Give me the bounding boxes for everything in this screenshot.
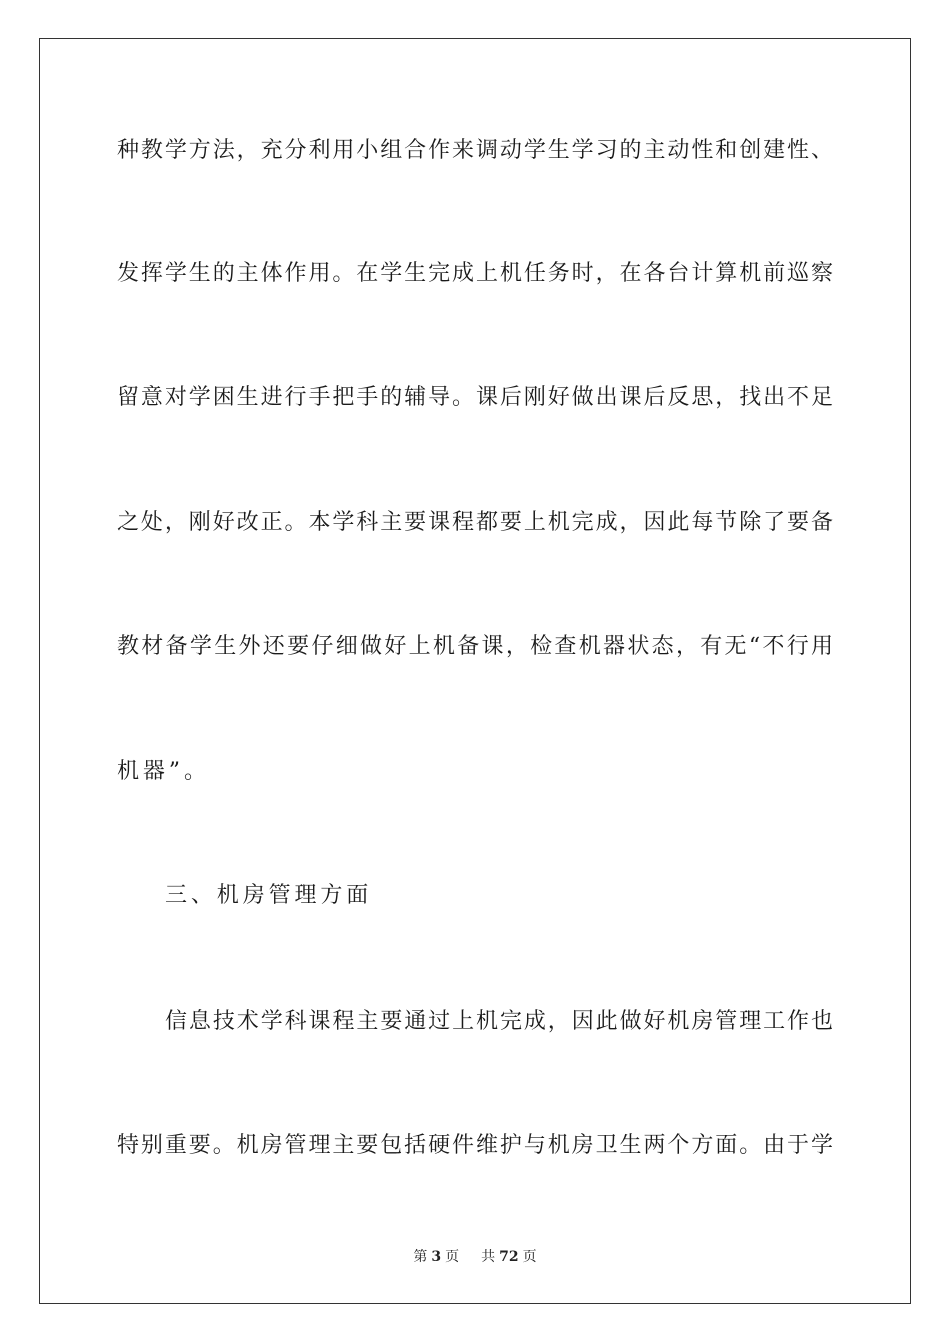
page-prefix: 第 bbox=[413, 1249, 428, 1265]
total-prefix: 共 bbox=[481, 1249, 496, 1265]
page-border bbox=[39, 38, 911, 1304]
section-heading: 三、机房管理方面 bbox=[165, 883, 373, 908]
body-line-5: 教材备学生外还要仔细做好上机备课，检查机器状态，有无“不行用 bbox=[117, 634, 833, 659]
page-number: 3 bbox=[431, 1249, 442, 1265]
page-suffix: 页 bbox=[445, 1249, 460, 1265]
body-line-4: 之处，刚好改正。本学科主要课程都要上机完成，因此每节除了要备 bbox=[117, 510, 833, 535]
body-line-3: 留意对学困生进行手把手的辅导。课后刚好做出课后反思，找出不足 bbox=[117, 385, 833, 410]
body-line-8: 信息技术学科课程主要通过上机完成，因此做好机房管理工作也 bbox=[165, 1009, 833, 1034]
total-suffix: 页 bbox=[522, 1249, 537, 1265]
body-line-9: 特别重要。机房管理主要包括硬件维护与机房卫生两个方面。由于学 bbox=[117, 1133, 833, 1158]
body-line-6: 机器”。 bbox=[117, 759, 210, 784]
page-footer bbox=[0, 1248, 950, 1266]
body-line-2: 发挥学生的主体作用。在学生完成上机任务时，在各台计算机前巡察 bbox=[117, 261, 833, 286]
total-pages: 72 bbox=[499, 1249, 519, 1265]
body-line-1: 种教学方法，充分利用小组合作来调动学生学习的主动性和创建性、 bbox=[117, 138, 833, 163]
